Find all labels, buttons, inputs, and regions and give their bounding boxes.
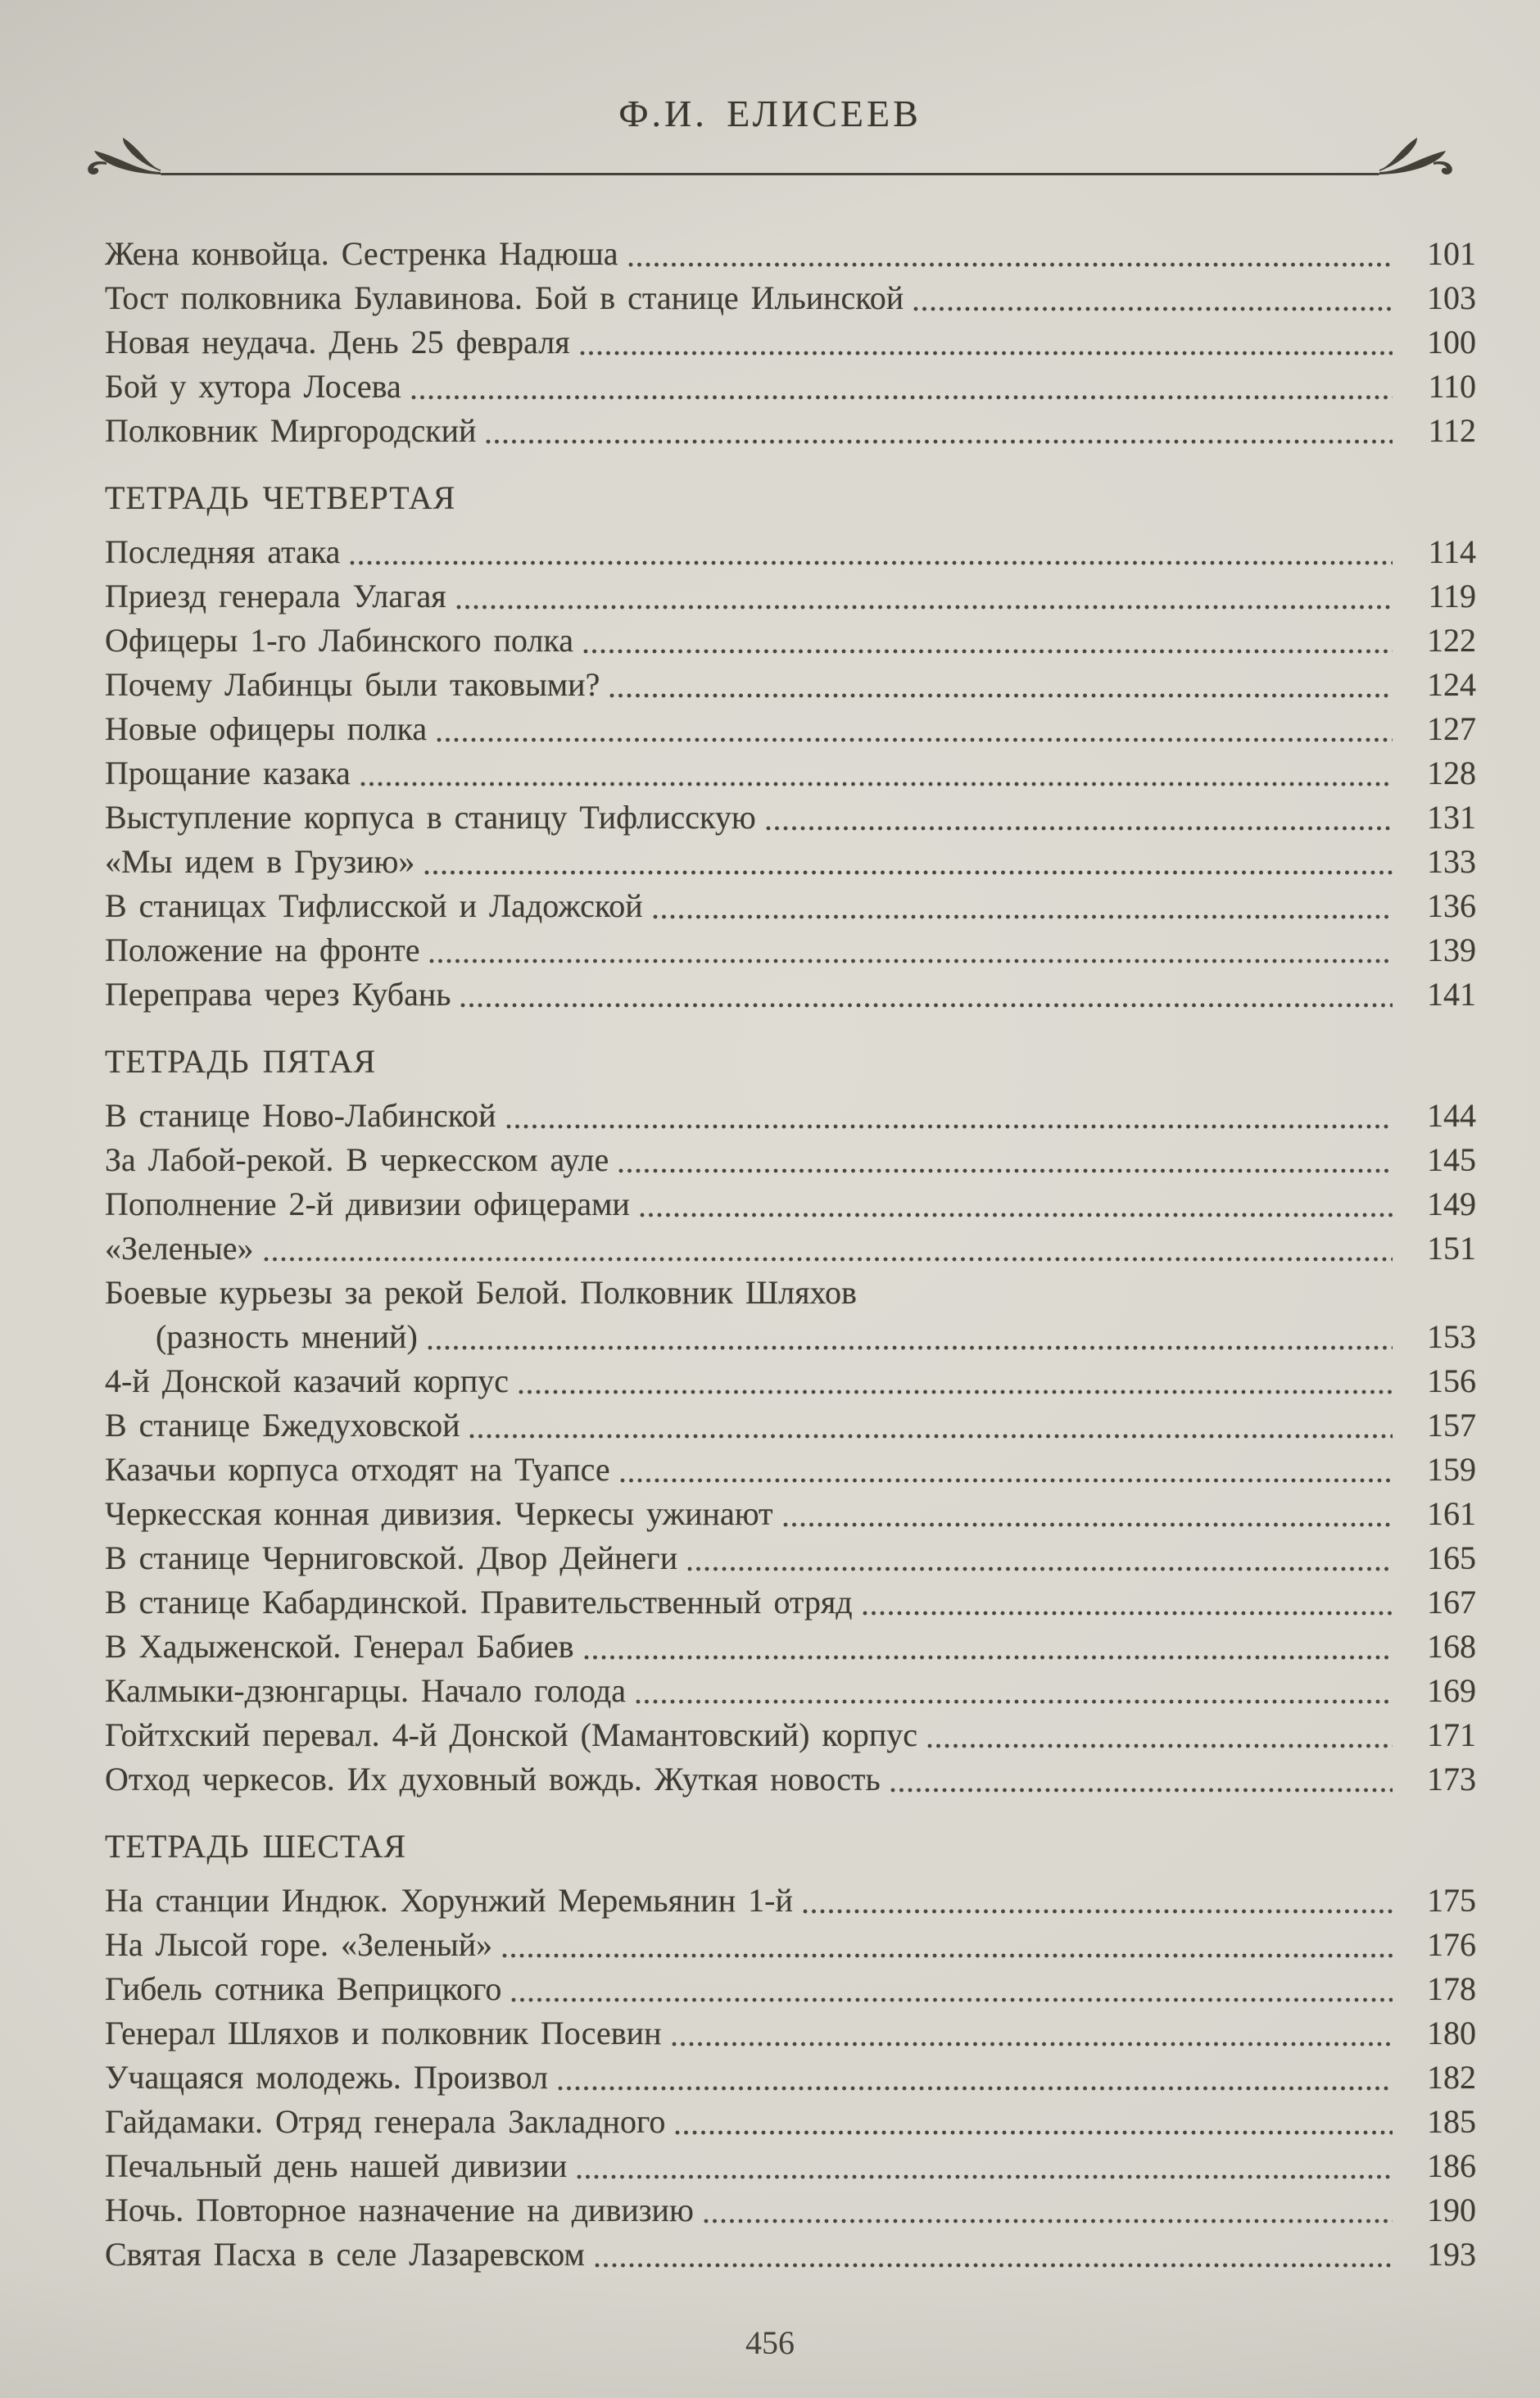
- entry-title: Жена конвойца. Сестренка Надюша: [105, 235, 618, 272]
- entry-title: Выступление корпуса в станицу Тифлисскую: [105, 799, 756, 836]
- entry-page-number: 114: [1428, 533, 1476, 570]
- entry-page-number: 178: [1427, 1970, 1476, 2007]
- entry-title: Черкесская конная дивизия. Черкесы ужинают: [105, 1495, 773, 1532]
- leaf-flourish-right-icon: [1379, 135, 1458, 186]
- dot-leader: [618, 1168, 1393, 1173]
- toc-entry: [105, 365, 1476, 409]
- entry-title: Казачьи корпуса отходят на Туапсе: [105, 1451, 610, 1488]
- dot-leader: [424, 870, 1393, 875]
- toc-entry: [105, 1448, 1476, 1492]
- entry-page-number: 176: [1427, 1926, 1476, 1963]
- rule-line: [161, 173, 1379, 175]
- entry-title: За Лабой-рекой. В черкесском ауле: [105, 1141, 609, 1178]
- dot-leader: [783, 1522, 1393, 1527]
- entry-title: Гибель сотника Веприцкого: [105, 1970, 502, 2007]
- entry-page-number: 182: [1427, 2059, 1476, 2096]
- dot-leader: [264, 1257, 1393, 1262]
- dot-leader: [653, 914, 1393, 919]
- entry-title: Генерал Шляхов и полковник Посевин: [105, 2015, 662, 2051]
- entry-page-number: 103: [1427, 279, 1476, 316]
- entry-page-number: 122: [1427, 622, 1476, 659]
- entry-page-number: 136: [1427, 887, 1476, 924]
- dot-leader: [628, 262, 1393, 267]
- entry-page-number: 151: [1427, 1230, 1476, 1267]
- toc-entry: [105, 751, 1476, 796]
- folio-page-number: 456: [745, 2324, 795, 2361]
- entry-title: В станицах Тифлисской и Ладожской: [105, 887, 643, 924]
- entry-title: Почему Лабинцы были таковыми?: [105, 666, 600, 703]
- entry-title: Тост полковника Булавинова. Бой в станице Ильинской: [105, 279, 904, 316]
- dot-leader: [511, 1997, 1393, 2002]
- entry-page-number: 185: [1427, 2103, 1476, 2140]
- entry-page-number: 139: [1427, 932, 1476, 968]
- entry-title: Последняя атака: [105, 533, 341, 570]
- dot-leader: [456, 605, 1393, 610]
- entry-page-number: 119: [1428, 578, 1476, 614]
- dot-leader: [595, 2263, 1393, 2268]
- dot-leader: [429, 959, 1393, 963]
- dot-leader: [913, 306, 1393, 311]
- toc-entry: [105, 320, 1476, 365]
- toc-entry: [105, 796, 1476, 840]
- entry-title: Офицеры 1-го Лабинского полка: [105, 622, 574, 659]
- book-author-title: Ф.И. ЕЛИСЕЕВ: [618, 93, 922, 134]
- toc-entry: [105, 1492, 1476, 1536]
- entry-title: На станции Индюк. Хорунжий Меремьянин 1-й: [105, 1882, 793, 1919]
- entry-page-number: 159: [1427, 1451, 1476, 1488]
- entry-page-number: 157: [1427, 1407, 1476, 1444]
- entry-page-number: 168: [1427, 1628, 1476, 1665]
- dot-leader: [411, 395, 1393, 400]
- entry-page-number: 161: [1427, 1495, 1476, 1532]
- toc-entry: [105, 928, 1476, 972]
- entry-title: Полковник Миргородский: [105, 412, 477, 449]
- entry-page-number: 127: [1427, 710, 1476, 747]
- section-heading: ТЕТРАДЬ ЧЕТВЕРТАЯ: [105, 479, 456, 516]
- dot-leader: [502, 1953, 1393, 1958]
- entry-title: Отход черкесов. Их духовный вождь. Жуткая новость: [105, 1761, 881, 1797]
- entry-title: Приезд генерала Улагая: [105, 578, 446, 614]
- table-of-contents: [0, 232, 1540, 2277]
- entry-page-number: 131: [1427, 799, 1476, 836]
- dot-leader: [577, 2174, 1393, 2179]
- dot-leader: [636, 1699, 1393, 1704]
- section-heading: ТЕТРАДЬ ШЕСТАЯ: [105, 1828, 407, 1865]
- dot-leader: [460, 1003, 1393, 1008]
- entry-title: Ночь. Повторное назначение на дивизию: [105, 2192, 694, 2228]
- dot-leader: [620, 1478, 1393, 1483]
- dot-leader: [766, 826, 1393, 831]
- entry-page-number: 144: [1427, 1097, 1476, 1134]
- entry-page-number: 156: [1427, 1362, 1476, 1399]
- entry-page-number: 153: [1427, 1318, 1476, 1355]
- dot-leader: [672, 2042, 1393, 2047]
- dot-leader: [580, 351, 1393, 356]
- entry-title: Учащаяся молодежь. Произвол: [105, 2059, 549, 2096]
- dot-leader: [486, 439, 1393, 444]
- entry-page-number: 124: [1427, 666, 1476, 703]
- toc-entry: [105, 409, 1476, 453]
- entry-page-number: 169: [1427, 1672, 1476, 1709]
- entry-title: Гайдамаки. Отряд генерала Закладного: [105, 2103, 666, 2140]
- running-header: [0, 0, 1540, 186]
- header-rule: [82, 135, 1458, 186]
- toc-entry: [105, 1757, 1476, 1802]
- leaf-flourish-left-icon: [82, 135, 161, 186]
- toc-entry: [105, 2011, 1476, 2056]
- entry-page-number: 173: [1427, 1761, 1476, 1797]
- entry-title: В станице Бжедуховской: [105, 1407, 460, 1444]
- dot-leader: [519, 1389, 1393, 1394]
- entry-title: «Зеленые»: [105, 1230, 254, 1267]
- toc-entry: [105, 1182, 1476, 1226]
- toc-entry: [105, 1625, 1476, 1669]
- dot-leader: [890, 1788, 1393, 1793]
- dot-leader: [927, 1743, 1393, 1748]
- entry-title: Калмыки-дзюнгарцы. Начало голода: [105, 1672, 626, 1709]
- toc-entry: [105, 276, 1476, 320]
- entry-title: В станице Черниговской. Двор Дейнеги: [105, 1539, 678, 1576]
- entry-page-number: 110: [1428, 368, 1476, 405]
- dot-leader: [584, 1655, 1393, 1660]
- entry-page-number: 190: [1427, 2192, 1476, 2228]
- entry-title: В станице Кабардинской. Правительственный отряд: [105, 1584, 853, 1621]
- entry-page-number: 141: [1427, 976, 1476, 1013]
- entry-page-number: 167: [1427, 1584, 1476, 1621]
- entry-title: Новая неудача. День 25 февраля: [105, 324, 570, 360]
- entry-title: Положение на фронте: [105, 932, 420, 968]
- dot-leader: [640, 1213, 1393, 1217]
- entry-title: На Лысой горе. «Зеленый»: [105, 1926, 493, 1963]
- toc-entry: [105, 1315, 1476, 1359]
- entry-title: В Хадыженской. Генерал Бабиев: [105, 1628, 574, 1665]
- entry-page-number: 171: [1427, 1716, 1476, 1753]
- toc-entry: [105, 1271, 1476, 1315]
- entry-page-number: 149: [1427, 1185, 1476, 1222]
- toc-entry: [105, 232, 1476, 276]
- toc-entry: [105, 884, 1476, 928]
- dot-leader: [704, 2219, 1393, 2223]
- entry-title: Новые офицеры полка: [105, 710, 428, 747]
- toc-entry: [105, 574, 1476, 619]
- toc-entry: [105, 840, 1476, 884]
- section-heading: ТЕТРАДЬ ПЯТАЯ: [105, 1043, 377, 1080]
- toc-entry: [105, 530, 1476, 574]
- dot-leader: [437, 737, 1393, 742]
- dot-leader: [803, 1909, 1393, 1914]
- entry-title: Бой у хутора Лосева: [105, 368, 401, 405]
- dot-leader: [469, 1434, 1393, 1439]
- entry-page-number: 175: [1427, 1882, 1476, 1919]
- toc-entry: [105, 1967, 1476, 2011]
- dot-leader: [350, 560, 1393, 565]
- toc-entry: [105, 1580, 1476, 1625]
- toc-entry: [105, 619, 1476, 663]
- entry-page-number: 101: [1427, 235, 1476, 272]
- toc-entry: [105, 1359, 1476, 1403]
- toc-entry: [105, 663, 1476, 707]
- toc-entry: [105, 1713, 1476, 1757]
- toc-entry: [105, 2100, 1476, 2144]
- toc-entry: [105, 2056, 1476, 2100]
- toc-entry: [105, 1536, 1476, 1580]
- entry-title: «Мы идем в Грузию»: [105, 843, 415, 880]
- entry-title: Боевые курьезы за рекой Белой. Полковник Шляхов: [105, 1274, 857, 1311]
- entry-title: Гойтхский перевал. 4-й Донской (Мамантовский) корпус: [105, 1716, 917, 1753]
- toc-entry: [105, 2144, 1476, 2188]
- toc-entry: [105, 1094, 1476, 1138]
- entry-title: В станице Ново-Лабинской: [105, 1097, 496, 1134]
- dot-leader: [687, 1566, 1393, 1571]
- toc-entry: [105, 707, 1476, 751]
- dot-leader: [506, 1124, 1393, 1129]
- entry-page-number: 186: [1427, 2147, 1476, 2184]
- toc-entry: [105, 1226, 1476, 1271]
- toc-entry: [105, 1923, 1476, 1967]
- entry-page-number: 180: [1427, 2015, 1476, 2051]
- entry-title: (разность мнений): [156, 1318, 418, 1355]
- toc-entry: [105, 1138, 1476, 1182]
- entry-page-number: 128: [1427, 755, 1476, 791]
- entry-title: Печальный день нашей дивизии: [105, 2147, 568, 2184]
- dot-leader: [583, 649, 1393, 654]
- toc-entry: [105, 972, 1476, 1017]
- entry-page-number: 165: [1427, 1539, 1476, 1576]
- entry-page-number: 145: [1427, 1141, 1476, 1178]
- dot-leader: [863, 1611, 1393, 1616]
- dot-leader: [360, 782, 1393, 786]
- entry-title: Переправа через Кубань: [105, 976, 451, 1013]
- dot-leader: [675, 2130, 1393, 2135]
- dot-leader: [609, 693, 1393, 698]
- entry-title: Прощание казака: [105, 755, 351, 791]
- entry-page-number: 193: [1427, 2236, 1476, 2273]
- page-footer: [0, 2323, 1540, 2362]
- entry-title: Пополнение 2-й дивизии офицерами: [105, 1185, 630, 1222]
- toc-entry: [105, 2233, 1476, 2277]
- entry-page-number: 112: [1428, 412, 1476, 449]
- toc-entry: [105, 1879, 1476, 1923]
- toc-entry: [105, 1403, 1476, 1448]
- entry-title: 4-й Донской казачий корпус: [105, 1362, 510, 1399]
- dot-leader: [428, 1345, 1393, 1350]
- dot-leader: [558, 2086, 1393, 2091]
- entry-title: Святая Пасха в селе Лазаревском: [105, 2236, 585, 2273]
- toc-entry: [105, 1669, 1476, 1713]
- entry-page-number: 133: [1427, 843, 1476, 880]
- toc-entry: [105, 2188, 1476, 2233]
- entry-page-number: 100: [1427, 324, 1476, 360]
